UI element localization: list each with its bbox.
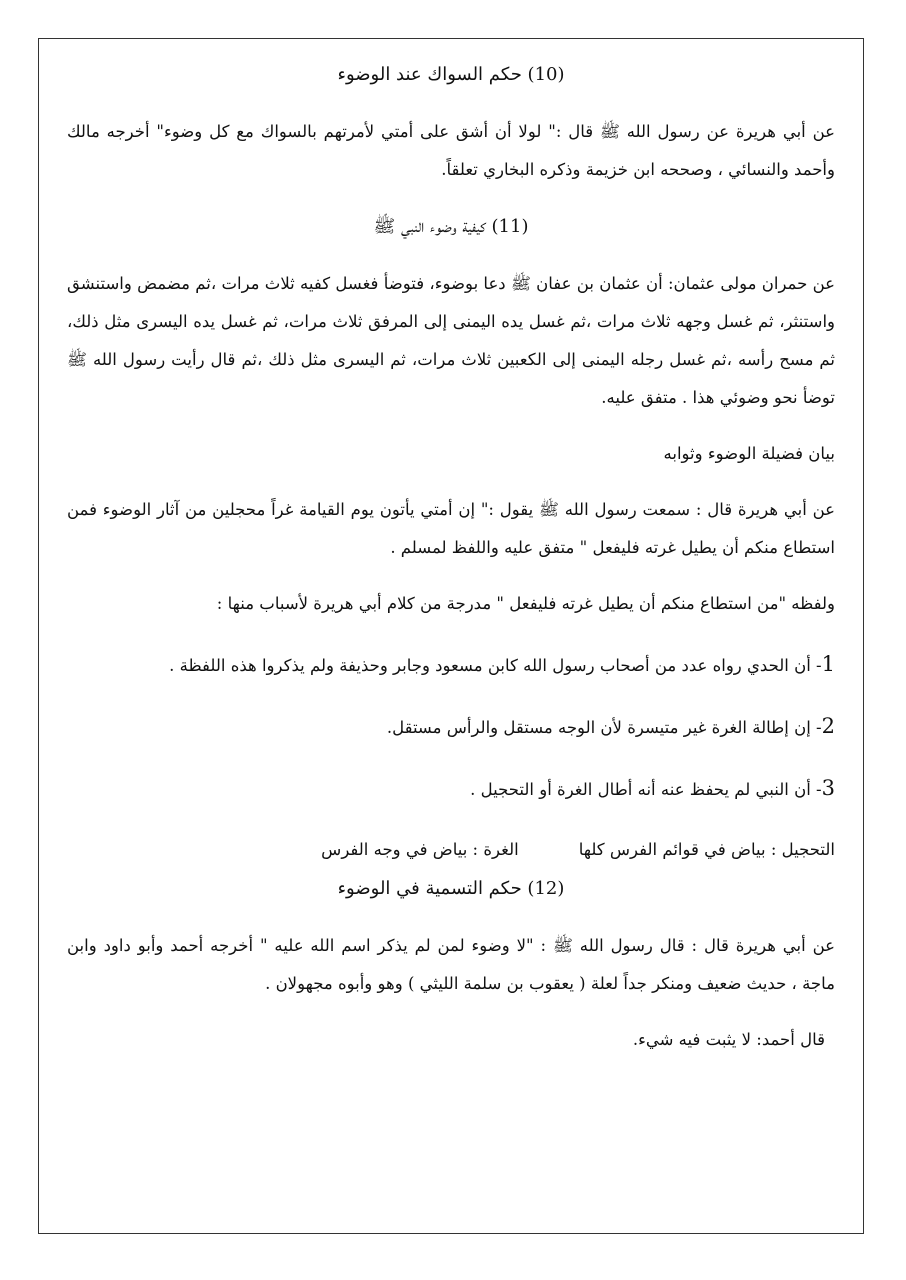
reason-text: - إن إطالة الغرة غير متيسرة لأن الوجه مستقل والرأس مستقل. [386, 718, 822, 737]
definitions-row [67, 831, 835, 869]
definition-tahjil: التحجيل : بياض في قوائم الفرس كلها [578, 840, 835, 859]
fadila-paragraph: عن أبي هريرة قال : سمعت رسول الله ﷺ يقول :" إن أمتي يأتون يوم القيامة غراً محجلين من آثار الوضوء فمن استطاع منكم أن يطيل غرته فليفعل " متفق عليه واللفظ لمسلم . [67, 500, 835, 557]
fadila-note: ولفظه "من استطاع منكم أن يطيل غرته فليفعل " مدرجة من كلام أبي هريرة لأسباب منها : [216, 594, 835, 613]
section-12-title: (12) حكم التسمية في الوضوء [337, 878, 565, 899]
reason-number: 2 [821, 714, 835, 738]
reason-item [67, 707, 835, 747]
definition-ghurra: الغرة : بياض في وجه الفرس [321, 840, 519, 859]
reason-number: 1 [821, 652, 835, 676]
section-11-paragraph: عن حمران مولى عثمان: أن عثمان بن عفان ﷺ دعا بوضوء، فتوضأ فغسل كفيه ثلاث مرات ،ثم مضمض واستنشق واستنثر، ثم غسل وجهه ثلاث مرات ،ثم غسل يده اليمنى إلى المرفق ثلاث مرات، ثم غسل يده اليسرى مثل ذلك، ثم مسح رأسه ،ثم غسل رجله اليمنى إلى الكعبين ثلاث مرات، ثم اليسرى مثل ذلك ،ثم قال رأيت رسول الله ﷺ توضأ نحو وضوئي هذا . متفق عليه. [67, 274, 835, 407]
reason-text: - أن النبي لم يحفظ عنه أنه أطال الغرة أو التحجيل . [470, 780, 822, 799]
fadila-heading: بيان فضيلة الوضوء وثوابه [663, 444, 835, 463]
reason-text: - أن الحدي رواه عدد من أصحاب رسول الله كابن مسعود وجابر وحذيفة ولم يذكروا هذه اللفظة . [169, 656, 822, 675]
reason-item [67, 769, 835, 809]
document-body [67, 55, 835, 1059]
reason-number: 3 [821, 776, 835, 800]
section-10-paragraph: عن أبي هريرة عن رسول الله ﷺ قال :" لولا أن أشق على أمتي لأمرتهم بالسواك مع كل وضوء" أخرجه مالك وأحمد والنسائي ، وصححه ابن خزيمة وذكره البخاري تعلقاً. [67, 122, 835, 179]
reason-item [67, 645, 835, 685]
ahmad-quote: قال أحمد: لا يثبت فيه شيء. [632, 1030, 825, 1049]
page-frame [38, 38, 864, 1234]
section-10-title: (10) حكم السواك عند الوضوء [337, 64, 565, 85]
section-12-paragraph: عن أبي هريرة قال : قال رسول الله ﷺ : "لا وضوء لمن لم يذكر اسم الله عليه " أخرجه أحمد وأبو داود وابن ماجة ، حديث ضعيف ومنكر جداً لعلة ( يعقوب بن سلمة الليثي ) وهو وأبوه مجهولان . [67, 936, 835, 993]
section-11-title: (11) كيفية وضوء النبي ﷺ [373, 216, 529, 237]
